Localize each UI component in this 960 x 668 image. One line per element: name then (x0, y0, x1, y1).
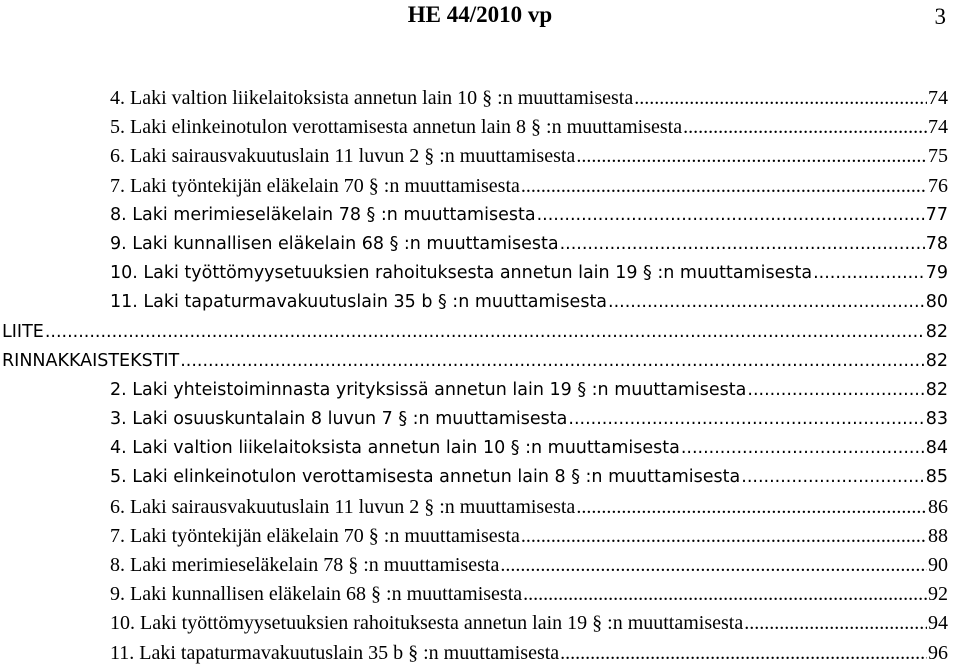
toc-entry[interactable] (0, 551, 960, 580)
toc-entry-label: 9. Laki kunnallisen eläkelain 68 § :n muuttamisesta (110, 233, 559, 254)
toc-entry-page: 79 (925, 263, 948, 284)
document-header-title: HE 44/2010 vp (407, 2, 553, 27)
toc-entry-label: 4. Laki valtion liikelaitoksista annetun lain 10 § :n muuttamisesta (110, 87, 634, 109)
toc-entry-page: 96 (928, 641, 948, 664)
toc-entry-label: 11. Laki tapaturmavakuutuslain 35 b § :n muuttamisesta (110, 641, 560, 664)
toc-entry[interactable] (0, 259, 960, 288)
toc-entry-page: 90 (928, 554, 948, 576)
toc-entry-label: 10. Laki työttömyysetuuksien rahoituksesta annetun lain 19 § :n muuttamisesta (110, 263, 813, 284)
dot-leader (521, 522, 927, 551)
toc-entry-label: 10. Laki työttömyysetuuksien rahoituksesta annetun lain 19 § :n muuttamisesta (110, 612, 744, 635)
toc-entry-label: 7. Laki työntekijän eläkelain 70 § :n muuttamisesta (110, 174, 520, 197)
toc-entry-page: 75 (928, 145, 948, 168)
toc-entry-page: 85 (925, 467, 948, 488)
dot-leader (608, 288, 925, 317)
toc-entry-page: 83 (925, 409, 948, 430)
toc-entry-page: 88 (928, 524, 948, 547)
dot-leader (560, 639, 927, 668)
dot-leader (537, 201, 925, 230)
dot-leader (45, 318, 925, 347)
toc-entry-label: 6. Laki sairausvakuutuslain 11 luvun 2 § :n muuttamisesta (110, 145, 576, 168)
toc-entry[interactable] (0, 463, 960, 492)
dot-leader (521, 172, 927, 201)
toc-entry-page: 82 (925, 379, 948, 400)
toc-entry[interactable] (0, 201, 960, 230)
dot-leader (180, 347, 924, 376)
toc-entry[interactable] (0, 609, 960, 638)
toc-entry-label: 4. Laki valtion liikelaitoksista annetun lain 10 § :n muuttamisesta (110, 438, 680, 459)
dot-leader (576, 142, 927, 171)
table-of-contents (0, 84, 960, 668)
toc-entry[interactable] (0, 493, 960, 522)
toc-entry[interactable] (0, 142, 960, 171)
toc-entry-label: 11. Laki tapaturmavakuutuslain 35 b § :n muuttamisesta (110, 292, 608, 313)
dot-leader (747, 376, 924, 405)
toc-entry-page: 82 (925, 350, 948, 371)
toc-entry-label: 2. Laki yhteistoiminnasta yrityksissä annetun lain 19 § :n muuttamisesta (110, 379, 747, 400)
page-number: 3 (934, 4, 946, 29)
dot-leader (500, 551, 927, 580)
toc-entry[interactable] (0, 405, 960, 434)
toc-entry-label: 3. Laki osuuskuntalain 8 luvun 7 § :n muuttamisesta (110, 409, 568, 430)
dot-leader (683, 113, 927, 142)
toc-entry[interactable] (0, 580, 960, 609)
toc-entry[interactable] (0, 522, 960, 551)
toc-entry-label: 6. Laki sairausvakuutuslain 11 luvun 2 § :n muuttamisesta (110, 495, 576, 518)
toc-entry-page: 84 (925, 438, 948, 459)
toc-entry-page: 86 (928, 495, 948, 518)
dot-leader (523, 580, 927, 609)
toc-entry-page: 76 (928, 174, 948, 197)
toc-entry[interactable] (0, 84, 960, 113)
toc-entry[interactable] (0, 376, 960, 405)
toc-entry[interactable] (0, 347, 960, 376)
dot-leader (741, 463, 924, 492)
toc-entry[interactable] (0, 639, 960, 668)
toc-entry[interactable] (0, 113, 960, 142)
toc-entry-page: 80 (925, 292, 948, 313)
toc-entry-label: 5. Laki elinkeinotulon verottamisesta annetun lain 8 § :n muuttamisesta (110, 116, 683, 139)
toc-entry[interactable] (0, 172, 960, 201)
toc-entry-page: 77 (925, 204, 948, 225)
dot-leader (576, 493, 927, 522)
toc-entry-label: 7. Laki työntekijän eläkelain 70 § :n muuttamisesta (110, 524, 520, 547)
dot-leader (568, 405, 924, 434)
toc-entry-page: 78 (925, 233, 948, 254)
dot-leader (634, 84, 927, 113)
dot-leader (813, 259, 925, 288)
toc-entry-label: 8. Laki merimieseläkelain 78 § :n muuttamisesta (110, 554, 500, 576)
toc-entry[interactable] (0, 230, 960, 259)
toc-entry-page: 94 (928, 612, 948, 635)
toc-entry-label: 9. Laki kunnallisen eläkelain 68 § :n muuttamisesta (110, 583, 523, 606)
toc-entry-page: 74 (928, 87, 948, 109)
toc-entry-page: 82 (925, 321, 948, 342)
dot-leader (681, 434, 925, 463)
toc-entry[interactable] (0, 288, 960, 317)
dot-leader (560, 230, 925, 259)
toc-entry-label: 8. Laki merimieseläkelain 78 § :n muuttamisesta (110, 204, 536, 225)
toc-entry[interactable] (0, 318, 960, 347)
dot-leader (744, 609, 927, 638)
toc-entry-label: RINNAKKAISTEKSTIT (2, 350, 180, 371)
toc-entry-label: LIITE (2, 321, 44, 342)
toc-entry[interactable] (0, 434, 960, 463)
toc-entry-page: 74 (928, 116, 948, 139)
toc-entry-label: 5. Laki elinkeinotulon verottamisesta annetun lain 8 § :n muuttamisesta (110, 467, 741, 488)
toc-entry-page: 92 (928, 583, 948, 606)
